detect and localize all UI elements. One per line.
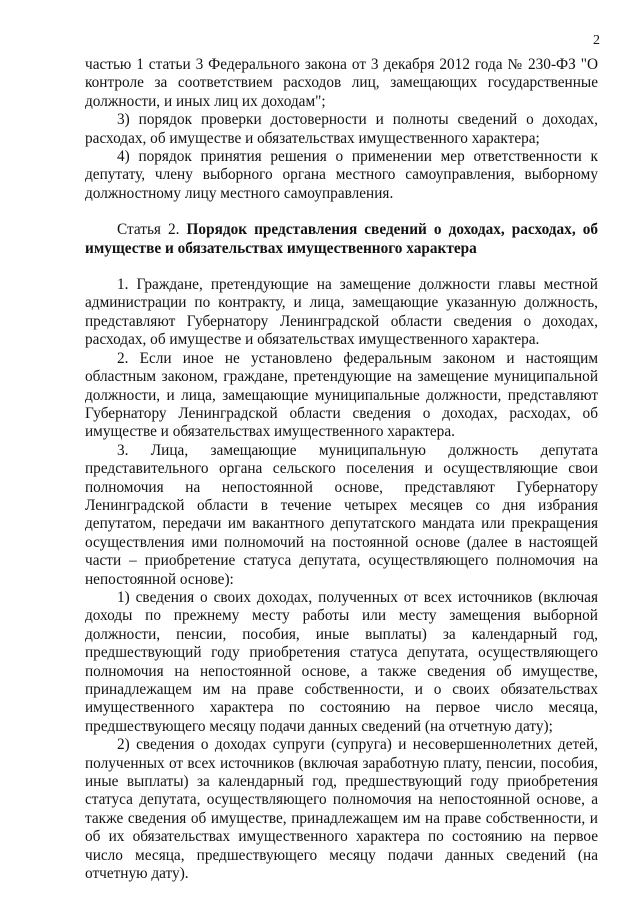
clause-3: 3. Лица, замещающие муниципальную должность депутата представительного органа сельского поселения и осуществляющие свои полномочия на непостоянной основе, представляют Губернатору Ленинградской области в течение четырех месяцев со дня избрания депутатом, передачи им вакантного депутатского мандата или прекращения осуществления ими полномочий на постоянной основе (далее в настоящей части – приобретение статуса депутата, осуществляющего полномочия на непостоянной основе):: [85, 441, 598, 588]
clause-1: 1. Граждане, претендующие на замещение должности главы местной администрации по контракту, и лица, замещающие указанную должность, представляют Губернатору Ленинградской области сведения о доходах, расходах, об имуществе и обязательствах имущественного характера.: [85, 276, 598, 349]
list-item-3: 3) порядок проверки достоверности и полноты сведений о доходах, расходах, об имуществе и обязательствах имущественного характера;: [85, 111, 598, 147]
subclause-2: 2) сведения о доходах супруги (супруга) и несовершеннолетних детей, полученных от всех источников (включая заработную плату, пенсии, пособия, иные выплаты) за календарный год, предшествующий году приобретения статуса депутата, осуществляющего полномочия на непостоянной основе, а также сведения об имуществе, принадлежащем им на праве собственности, и об их обязательствах имущественного характера по состоянию на первое число месяца, предшествующего месяцу подачи данных сведений (на отчетную дату).: [85, 736, 598, 883]
subclause-1: 1) сведения о своих доходах, полученных от всех источников (включая доходы по прежнему месту работы или месту замещения выборной должности, пенсии, пособия, иные выплаты) за календарный год, предшествующий году приобретения статуса депутата, осуществляющего полномочия на непостоянной основе, а также сведения об имуществе, принадлежащем им на праве собственности, и о своих обязательствах имущественного характера по состоянию на первое число месяца, предшествующего месяцу подачи данных сведений (на отчетную дату);: [85, 588, 598, 735]
list-item-4: 4) порядок принятия решения о применении мер ответственности к депутату, члену выборного органа местного самоуправления, выборному должностному лицу местного самоуправления.: [85, 148, 598, 202]
paragraph-continuation: частью 1 статьи 3 Федерального закона от 3 декабря 2012 года № 230-ФЗ "О контроле за соответствием расходов лиц, замещающих государственные должности, и иных лиц их доходам";: [85, 56, 598, 110]
article-heading: [85, 221, 598, 258]
document-body: [85, 56, 598, 883]
article-label: Статья 2.: [117, 221, 180, 239]
page-number: 2: [593, 33, 600, 48]
clause-2: 2. Если иное не установлено федеральным законом и настоящим областным законом, граждане, претендующие на замещение муниципальной должности, и лица, замещающие муниципальные должности, представляют Губернатору Ленинградской области сведения о доходах, расходах, об имуществе и обязательствах имущественного характера.: [85, 349, 598, 441]
article-title: Порядок представления сведений о доходах, расходах, об имуществе и обязательствах имущественного характера: [85, 221, 598, 257]
